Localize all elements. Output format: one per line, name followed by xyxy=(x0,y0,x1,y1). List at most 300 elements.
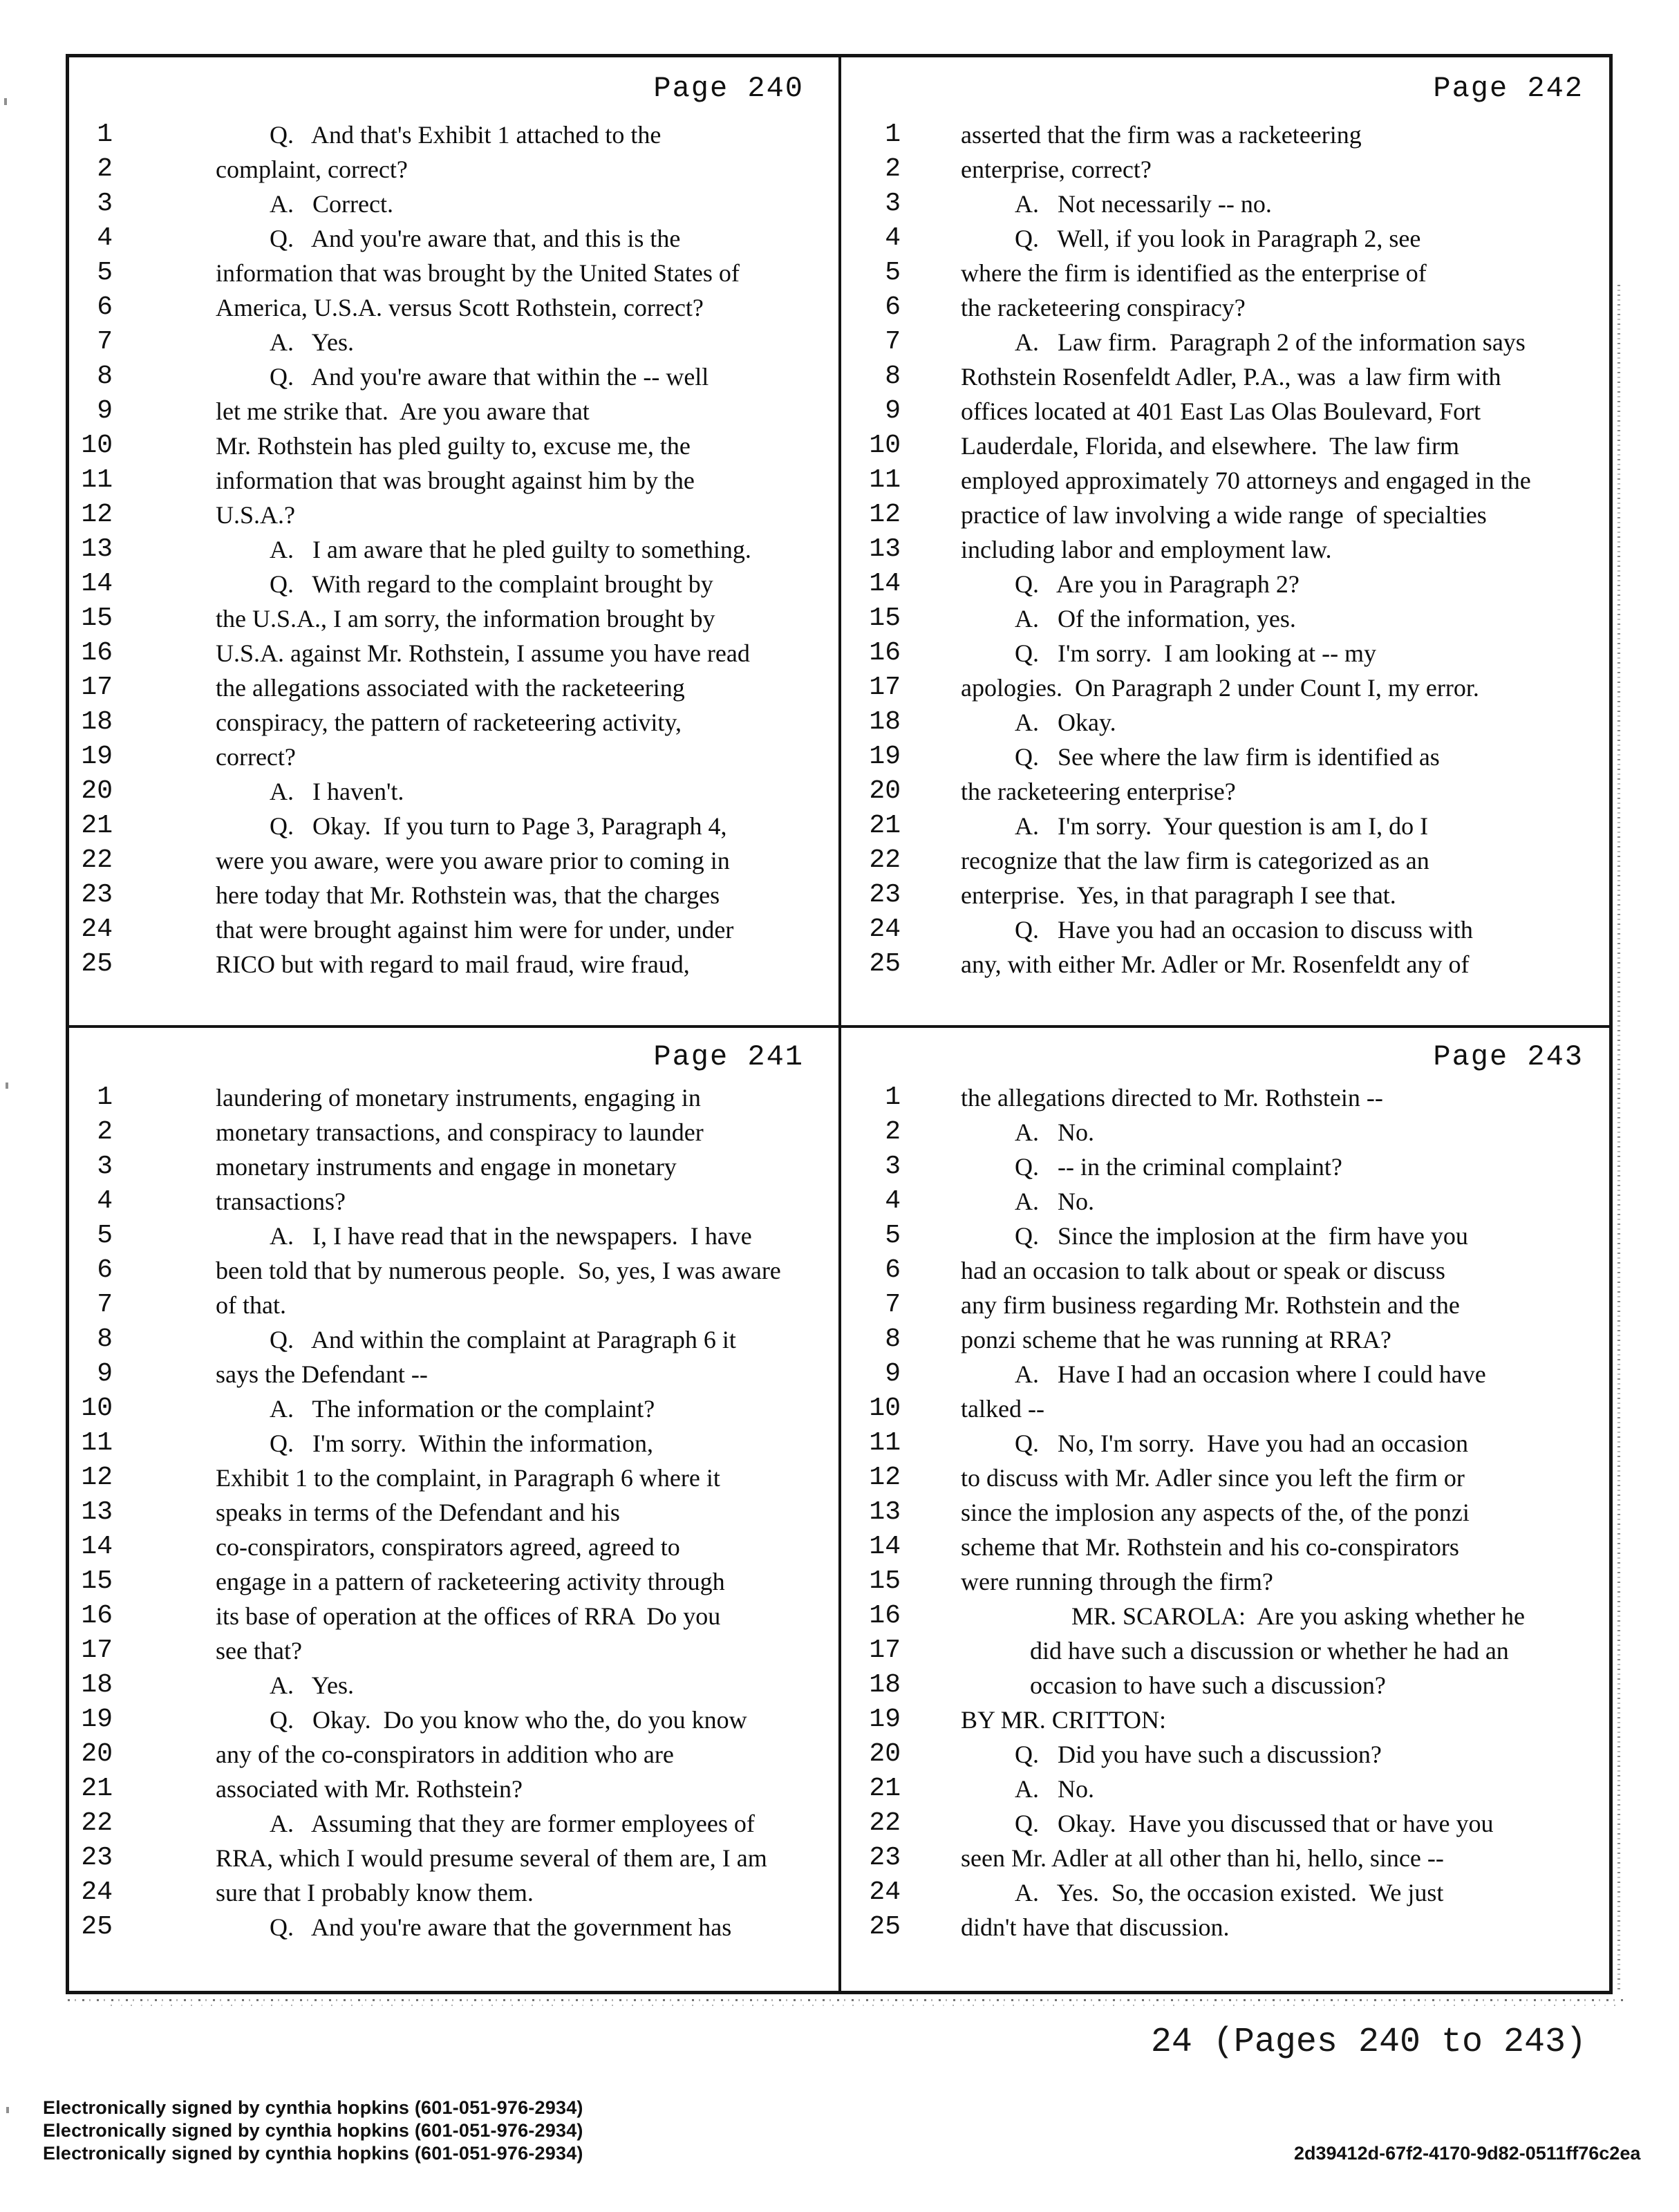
line-text: were running through the firm? xyxy=(961,1568,1273,1595)
transcript-line xyxy=(841,1599,1613,1633)
line-number: 3 xyxy=(885,189,901,218)
transcript-line xyxy=(841,1150,1613,1184)
line-text: Q. With regard to the complaint brought by xyxy=(270,570,713,598)
line-number: 8 xyxy=(97,1324,113,1354)
line-number: 19 xyxy=(869,1705,901,1734)
footer-page-range: 24 (Pages 240 to 243) xyxy=(1150,2023,1586,2062)
line-number: 5 xyxy=(97,1221,113,1250)
transcript-line xyxy=(68,187,838,221)
line-text: had an occasion to talk about or speak or discuss xyxy=(961,1257,1445,1284)
transcript-line xyxy=(68,1426,838,1461)
transcript-line xyxy=(841,1426,1613,1461)
transcript-line xyxy=(841,256,1613,290)
line-number: 20 xyxy=(869,776,901,806)
line-number: 10 xyxy=(869,1394,901,1423)
line-text: any of the co-conspirators in addition who are xyxy=(216,1741,674,1768)
transcript-line xyxy=(68,1115,838,1150)
line-number: 17 xyxy=(869,1635,901,1665)
line-number: 4 xyxy=(97,223,113,253)
line-number: 15 xyxy=(81,1566,113,1596)
transcript-line xyxy=(841,1910,1613,1944)
transcript-line xyxy=(68,221,838,256)
line-number: 7 xyxy=(97,1290,113,1320)
transcript-line xyxy=(68,394,838,429)
line-text: see that? xyxy=(216,1637,302,1665)
transcript-line xyxy=(68,705,838,740)
scan-artifact xyxy=(111,2005,1617,2006)
line-number: 25 xyxy=(869,1912,901,1942)
line-text: Q. No, I'm sorry. Have you had an occasion xyxy=(1015,1430,1468,1457)
transcript-line xyxy=(841,532,1613,567)
transcript-line xyxy=(68,1841,838,1875)
line-text: A. Yes. xyxy=(270,1671,355,1699)
line-number: 3 xyxy=(885,1152,901,1181)
page-header: Page 243 xyxy=(1433,1040,1584,1074)
line-number: 14 xyxy=(869,1532,901,1562)
line-text: apologies. On Paragraph 2 under Count I, my error. xyxy=(961,674,1479,702)
line-number: 2 xyxy=(97,1117,113,1147)
line-text: A. Not necessarily -- no. xyxy=(1015,190,1272,218)
line-number: 3 xyxy=(97,1152,113,1181)
line-text: speaks in terms of the Defendant and his xyxy=(216,1499,620,1526)
line-number: 19 xyxy=(81,742,113,771)
line-number: 10 xyxy=(869,431,901,460)
transcript-line xyxy=(841,221,1613,256)
transcript-line xyxy=(841,152,1613,187)
transcript-line xyxy=(841,740,1613,774)
line-number: 13 xyxy=(81,534,113,564)
line-text: RICO but with regard to mail fraud, wire fraud, xyxy=(216,950,690,978)
line-text: been told that by numerous people. So, yes, I was aware xyxy=(216,1257,781,1284)
line-number: 4 xyxy=(885,223,901,253)
transcript-line xyxy=(841,809,1613,843)
line-text: didn't have that discussion. xyxy=(961,1913,1230,1941)
line-text: monetary instruments and engage in monetary xyxy=(216,1153,677,1181)
line-number: 14 xyxy=(81,1532,113,1562)
transcript-line xyxy=(68,1495,838,1530)
transcript-lines xyxy=(68,118,838,982)
line-text: information that was brought by the United States of xyxy=(216,259,740,287)
line-text: that were brought against him were for under, under xyxy=(216,916,734,944)
quadrant-page-240 xyxy=(68,54,838,1025)
transcript-line xyxy=(841,325,1613,359)
line-number: 9 xyxy=(97,396,113,426)
transcript-line xyxy=(841,118,1613,152)
line-number: 18 xyxy=(81,1670,113,1700)
line-number: 22 xyxy=(869,1808,901,1838)
transcript-line xyxy=(68,671,838,705)
line-number: 15 xyxy=(81,603,113,633)
line-text: America, U.S.A. versus Scott Rothstein, correct? xyxy=(216,294,704,321)
transcript-line xyxy=(68,947,838,982)
transcript-line xyxy=(841,1668,1613,1703)
line-number: 12 xyxy=(869,1463,901,1492)
line-number: 2 xyxy=(885,1117,901,1147)
transcript-line xyxy=(68,498,838,532)
quadrant-page-241 xyxy=(68,1028,838,1994)
line-text: Q. Well, if you look in Paragraph 2, see xyxy=(1015,225,1421,252)
transcript-line xyxy=(841,1080,1613,1115)
transcript-line xyxy=(841,1322,1613,1357)
line-text: Q. I'm sorry. I am looking at -- my xyxy=(1015,639,1377,667)
transcript-line xyxy=(841,1841,1613,1875)
line-text: Q. I'm sorry. Within the information, xyxy=(270,1430,653,1457)
line-number: 6 xyxy=(885,292,901,322)
transcript-line xyxy=(68,1219,838,1253)
line-number: 18 xyxy=(81,707,113,737)
line-text: Q. Okay. If you turn to Page 3, Paragraph 4, xyxy=(270,812,727,840)
line-text: engage in a pattern of racketeering activity through xyxy=(216,1568,725,1595)
transcript-line xyxy=(68,774,838,809)
line-number: 13 xyxy=(81,1497,113,1527)
transcript-line xyxy=(68,740,838,774)
transcript-line xyxy=(68,1357,838,1391)
line-text: its base of operation at the offices of RRA Do you xyxy=(216,1602,721,1630)
line-number: 13 xyxy=(869,534,901,564)
transcript-line xyxy=(68,429,838,463)
transcript-line xyxy=(841,359,1613,394)
line-text: A. I am aware that he pled guilty to something. xyxy=(270,536,751,563)
transcript-line xyxy=(841,429,1613,463)
line-number: 25 xyxy=(81,949,113,979)
line-text: RRA, which I would presume several of them are, I am xyxy=(216,1844,767,1872)
transcript-line xyxy=(841,1461,1613,1495)
line-text: U.S.A.? xyxy=(216,501,295,529)
line-text: monetary transactions, and conspiracy to launder xyxy=(216,1118,704,1146)
line-text: any, with either Mr. Adler or Mr. Rosenfeldt any of xyxy=(961,950,1470,978)
line-number: 2 xyxy=(97,154,113,184)
line-text: associated with Mr. Rothstein? xyxy=(216,1775,523,1803)
transcript-line xyxy=(68,1461,838,1495)
line-text: conspiracy, the pattern of racketeering activity, xyxy=(216,709,682,736)
transcript-line xyxy=(841,1633,1613,1668)
line-text: the racketeering conspiracy? xyxy=(961,294,1246,321)
line-number: 9 xyxy=(885,396,901,426)
transcript-line xyxy=(68,1391,838,1426)
line-text: A. Assuming that they are former employees of xyxy=(270,1810,755,1837)
document-id: 2d39412d-67f2-4170-9d82-0511ff76c2ea xyxy=(1294,2143,1641,2164)
transcript-line xyxy=(841,705,1613,740)
transcript-line xyxy=(841,912,1613,947)
transcript-line xyxy=(68,1910,838,1944)
line-text: recognize that the law firm is categorized as an xyxy=(961,847,1429,874)
line-text: Lauderdale, Florida, and elsewhere. The law firm xyxy=(961,432,1460,460)
transcript-line xyxy=(68,601,838,636)
transcript-line xyxy=(841,567,1613,601)
transcript-line xyxy=(68,1564,838,1599)
transcript-lines xyxy=(68,1080,838,1944)
transcript-line xyxy=(68,256,838,290)
transcript-line xyxy=(68,809,838,843)
line-text: Q. And that's Exhibit 1 attached to the xyxy=(270,121,662,149)
line-number: 21 xyxy=(81,811,113,841)
transcript-line xyxy=(68,118,838,152)
line-text: seen Mr. Adler at all other than hi, hello, since -- xyxy=(961,1844,1444,1872)
transcript-line xyxy=(68,1633,838,1668)
line-text: Exhibit 1 to the complaint, in Paragraph 6 where it xyxy=(216,1464,720,1492)
line-text: Q. Okay. Have you discussed that or have you xyxy=(1015,1810,1494,1837)
line-text: let me strike that. Are you aware that xyxy=(216,397,590,425)
line-text: laundering of monetary instruments, engaging in xyxy=(216,1084,701,1112)
transcript-line xyxy=(68,359,838,394)
line-text: sure that I probably know them. xyxy=(216,1879,534,1906)
line-number: 7 xyxy=(885,327,901,357)
line-number: 23 xyxy=(81,1843,113,1873)
quadrant-page-242 xyxy=(841,54,1613,1025)
transcript-line xyxy=(68,1150,838,1184)
electronic-signature-line: Electronically signed by cynthia hopkins (601-051-976-2934) xyxy=(43,2097,583,2118)
line-text: any firm business regarding Mr. Rothstein and the xyxy=(961,1291,1460,1319)
line-text: since the implosion any aspects of the, of the ponzi xyxy=(961,1499,1470,1526)
line-text: enterprise, correct? xyxy=(961,156,1152,183)
line-number: 16 xyxy=(81,638,113,668)
line-number: 20 xyxy=(869,1739,901,1769)
line-text: A. No. xyxy=(1015,1188,1094,1215)
transcript-line xyxy=(68,878,838,912)
transcript-line xyxy=(841,1495,1613,1530)
transcript-line xyxy=(68,1288,838,1322)
transcript-line xyxy=(841,671,1613,705)
line-text: Q. See where the law firm is identified as xyxy=(1015,743,1440,771)
transcript-line xyxy=(68,1599,838,1633)
line-text: were you aware, were you aware prior to coming in xyxy=(216,847,730,874)
transcript-line xyxy=(68,1737,838,1772)
line-text: Q. -- in the criminal complaint? xyxy=(1015,1153,1342,1181)
line-text: BY MR. CRITTON: xyxy=(961,1706,1167,1734)
line-text: A. No. xyxy=(1015,1118,1094,1146)
line-number: 8 xyxy=(97,362,113,391)
line-number: 16 xyxy=(81,1601,113,1631)
line-number: 16 xyxy=(869,638,901,668)
transcript-line xyxy=(68,567,838,601)
line-text: correct? xyxy=(216,743,296,771)
transcript-line xyxy=(841,1564,1613,1599)
line-number: 11 xyxy=(869,465,901,495)
transcript-line xyxy=(68,1668,838,1703)
page-header: Page 242 xyxy=(1433,72,1584,105)
line-text: information that was brought against him by the xyxy=(216,467,695,494)
line-text: A. Yes. xyxy=(270,328,355,356)
transcript-line xyxy=(841,1703,1613,1737)
line-number: 21 xyxy=(81,1774,113,1803)
line-number: 22 xyxy=(81,845,113,875)
line-number: 7 xyxy=(885,1290,901,1320)
line-number: 23 xyxy=(81,880,113,910)
line-text: enterprise. Yes, in that paragraph I see that. xyxy=(961,881,1396,909)
transcript-line xyxy=(841,636,1613,671)
page-header: Page 241 xyxy=(653,1040,804,1074)
transcript-line xyxy=(68,1530,838,1564)
line-text: the racketeering enterprise? xyxy=(961,778,1236,805)
transcript-line xyxy=(841,1772,1613,1806)
line-text: Q. Since the implosion at the firm have you xyxy=(1015,1222,1468,1250)
line-number: 12 xyxy=(81,500,113,529)
transcript-line xyxy=(68,1875,838,1910)
line-number: 20 xyxy=(81,1739,113,1769)
transcript-line xyxy=(841,394,1613,429)
line-text: practice of law involving a wide range of specialties xyxy=(961,501,1487,529)
line-number: 13 xyxy=(869,1497,901,1527)
line-number: 24 xyxy=(81,915,113,944)
line-text: asserted that the firm was a racketeering xyxy=(961,121,1362,149)
line-text: A. Okay. xyxy=(1015,709,1116,736)
transcript-line xyxy=(841,1357,1613,1391)
line-number: 3 xyxy=(97,189,113,218)
line-text: here today that Mr. Rothstein was, that the charges xyxy=(216,881,720,909)
transcript-line xyxy=(841,1391,1613,1426)
line-number: 24 xyxy=(81,1877,113,1907)
transcript-line xyxy=(68,152,838,187)
line-text: Q. Did you have such a discussion? xyxy=(1015,1741,1382,1768)
line-text: the U.S.A., I am sorry, the information brought by xyxy=(216,605,715,632)
line-text: Rothstein Rosenfeldt Adler, P.A., was a law firm with xyxy=(961,363,1501,391)
line-number: 23 xyxy=(869,880,901,910)
line-text: to discuss with Mr. Adler since you left the firm or xyxy=(961,1464,1465,1492)
transcript-line xyxy=(68,912,838,947)
line-number: 16 xyxy=(869,1601,901,1631)
line-text: occasion to have such a discussion? xyxy=(1030,1671,1386,1699)
transcript-lines xyxy=(841,118,1613,982)
line-number: 11 xyxy=(81,465,113,495)
scan-artifact xyxy=(68,1999,1623,2001)
scan-artifact xyxy=(1617,285,1620,1992)
line-text: Q. Are you in Paragraph 2? xyxy=(1015,570,1300,598)
line-number: 5 xyxy=(885,258,901,288)
line-number: 24 xyxy=(869,1877,901,1907)
line-number: 18 xyxy=(869,1670,901,1700)
transcript-line xyxy=(68,1253,838,1288)
line-text: co-conspirators, conspirators agreed, agreed to xyxy=(216,1533,680,1561)
line-number: 1 xyxy=(885,120,901,149)
line-text: A. Of the information, yes. xyxy=(1015,605,1296,632)
line-text: employed approximately 70 attorneys and engaged in the xyxy=(961,467,1531,494)
line-text: transactions? xyxy=(216,1188,346,1215)
scan-artifact xyxy=(4,98,7,105)
line-text: including labor and employment law. xyxy=(961,536,1332,563)
line-number: 24 xyxy=(869,915,901,944)
transcript-line xyxy=(841,1875,1613,1910)
quadrant-page-243 xyxy=(841,1028,1613,1994)
transcript-line xyxy=(841,947,1613,982)
transcript-line xyxy=(68,463,838,498)
line-number: 12 xyxy=(81,1463,113,1492)
line-text: A. I, I have read that in the newspapers. I have xyxy=(270,1222,752,1250)
transcript-line xyxy=(841,187,1613,221)
line-number: 6 xyxy=(97,292,113,322)
line-number: 12 xyxy=(869,500,901,529)
line-text: Q. Have you had an occasion to discuss with xyxy=(1015,916,1473,944)
line-text: where the firm is identified as the enterprise of xyxy=(961,259,1427,287)
transcript-line xyxy=(68,1703,838,1737)
line-text: A. The information or the complaint? xyxy=(270,1395,655,1423)
line-number: 18 xyxy=(869,707,901,737)
transcript-line xyxy=(68,290,838,325)
transcript-line xyxy=(841,290,1613,325)
line-text: Q. And you're aware that the government has xyxy=(270,1913,732,1941)
line-number: 8 xyxy=(885,362,901,391)
line-number: 9 xyxy=(97,1359,113,1389)
transcript-line xyxy=(68,325,838,359)
line-text: A. Correct. xyxy=(270,190,393,218)
line-text: A. Law firm. Paragraph 2 of the information says xyxy=(1015,328,1526,356)
line-text: talked -- xyxy=(961,1395,1044,1423)
line-number: 17 xyxy=(81,1635,113,1665)
line-number: 21 xyxy=(869,811,901,841)
line-number: 1 xyxy=(885,1082,901,1112)
line-number: 4 xyxy=(97,1186,113,1216)
line-number: 9 xyxy=(885,1359,901,1389)
line-number: 1 xyxy=(97,1082,113,1112)
line-text: A. Yes. So, the occasion existed. We just xyxy=(1015,1879,1444,1906)
line-number: 17 xyxy=(869,673,901,702)
transcript-line xyxy=(841,1288,1613,1322)
line-text: Q. And you're aware that, and this is the xyxy=(270,225,681,252)
line-number: 5 xyxy=(885,1221,901,1250)
transcript-line xyxy=(68,1080,838,1115)
transcript-line xyxy=(841,774,1613,809)
line-text: Mr. Rothstein has pled guilty to, excuse me, the xyxy=(216,432,691,460)
line-text: MR. SCAROLA: Are you asking whether he xyxy=(1071,1602,1525,1630)
line-number: 7 xyxy=(97,327,113,357)
transcript-line xyxy=(841,1806,1613,1841)
line-number: 25 xyxy=(869,949,901,979)
line-number: 14 xyxy=(869,569,901,599)
line-number: 1 xyxy=(97,120,113,149)
transcript-line xyxy=(841,1115,1613,1150)
line-text: Q. And you're aware that within the -- well xyxy=(270,363,709,391)
line-number: 14 xyxy=(81,569,113,599)
line-number: 20 xyxy=(81,776,113,806)
line-text: of that. xyxy=(216,1291,286,1319)
scan-artifact xyxy=(6,1082,8,1089)
line-text: Q. Okay. Do you know who the, do you know xyxy=(270,1706,747,1734)
line-text: A. Have I had an occasion where I could have xyxy=(1015,1360,1486,1388)
line-number: 17 xyxy=(81,673,113,702)
line-number: 5 xyxy=(97,258,113,288)
line-number: 4 xyxy=(885,1186,901,1216)
transcript-line xyxy=(841,1184,1613,1219)
line-text: did have such a discussion or whether he had an xyxy=(1030,1637,1509,1665)
line-text: Q. And within the complaint at Paragraph 6 it xyxy=(270,1326,736,1353)
line-number: 11 xyxy=(869,1428,901,1458)
line-number: 10 xyxy=(81,1394,113,1423)
line-number: 23 xyxy=(869,1843,901,1873)
transcript-line xyxy=(841,1530,1613,1564)
page-header: Page 240 xyxy=(653,72,804,105)
line-text: U.S.A. against Mr. Rothstein, I assume you have read xyxy=(216,639,750,667)
transcript-line xyxy=(68,636,838,671)
transcript-line xyxy=(841,878,1613,912)
line-number: 15 xyxy=(869,1566,901,1596)
line-text: complaint, correct? xyxy=(216,156,408,183)
transcript-line xyxy=(68,1322,838,1357)
line-number: 15 xyxy=(869,603,901,633)
line-number: 19 xyxy=(869,742,901,771)
line-number: 6 xyxy=(97,1255,113,1285)
line-text: A. I haven't. xyxy=(270,778,404,805)
line-text: scheme that Mr. Rothstein and his co-conspirators xyxy=(961,1533,1459,1561)
transcript-line xyxy=(841,1737,1613,1772)
line-number: 6 xyxy=(885,1255,901,1285)
line-number: 21 xyxy=(869,1774,901,1803)
transcript-line xyxy=(841,1219,1613,1253)
line-number: 11 xyxy=(81,1428,113,1458)
scan-artifact xyxy=(6,2107,9,2113)
electronic-signature-line: Electronically signed by cynthia hopkins (601-051-976-2934) xyxy=(43,2143,583,2164)
transcript-line xyxy=(68,843,838,878)
line-number: 10 xyxy=(81,431,113,460)
line-number: 8 xyxy=(885,1324,901,1354)
